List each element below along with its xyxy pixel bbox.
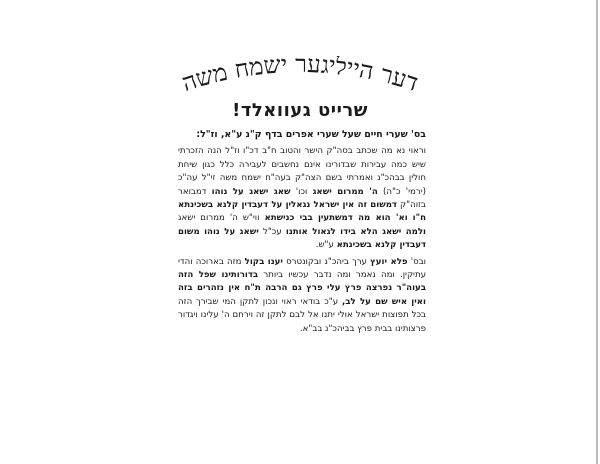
p1-bold-4: וא' הוא מה דמשתעין בבי כנישתא — [264, 213, 408, 224]
p1-bold-6: ישאג על נוהו משום דעבדין קלנא בשכינתא — [178, 226, 426, 251]
p2-bold-2: יענו בקול — [244, 256, 283, 267]
body-text — [178, 128, 426, 339]
p2-bold-1: פלא יועץ — [370, 256, 408, 267]
lead-line: בס' שערי חיים שעל שערי אפרים בדף ק"נ ע"א, וז"ל: — [196, 129, 426, 140]
p1-bold-5: ולמה ישאג הלא בידו לגאול אותנו — [285, 226, 426, 237]
p1-bold-3: דמשום זה אין ישראל נגאלין על דעבדין קלנא בשכינתא ח"ו — [178, 200, 426, 224]
document-subtitle: שרייט געוואלד! — [232, 100, 368, 121]
p1-bold-2: שאג ישאג על נוהו — [211, 186, 291, 197]
p1-text-7: ע"ש. — [315, 240, 334, 251]
p1-text-1: וראוי נא מה שכתב בסה"ק הישר והטוב ח"ב דכ"ו וז"ל הנה הזכרתי שיש כמה עבירות שבדורינו אינם נחשבים לעבירה כלל כגון שיחת חולין בבהכ"נ ואמרתי בשם הצה"ק בעה"ח ישמח משה זי"ל עה"כ (ירמי' כ"ה) — [178, 146, 426, 197]
p2-text-3: מזה בארוכה והדי עתיקין. ומה נאמר ומה נדבר עכשיו ביותר — [178, 256, 426, 281]
p1-text-2: וכו' — [295, 186, 308, 197]
p1-text-6: עכ"ל — [262, 226, 282, 237]
p2-text-1: ובס' — [410, 256, 426, 267]
p1-bold-1: ה' ממרום ישאג — [312, 186, 378, 197]
paragraph-1 — [178, 145, 426, 252]
p2-bold-3: בדורותינו שפל הזה בעוה"ר נפרצה פרץ עלי פרץ גם הרבה ת"ח אין נזהרים בזה ואין איש שם על לב, — [178, 270, 426, 307]
p2-text-2: ערך ביהכ"נ ובקונטרס — [286, 256, 367, 267]
p2-text-4: ע"כ בודאי ראוי ונכון לתקן המי שבירך הזה בכל תפוצות ישראל אולי יתנו אל לבם לתקן זה וירחם ה' עלינו ויגדור פרצותינו בבית פרץ בביהכ"נ בב"א. — [178, 296, 426, 334]
p1-text-5: ווי"ש ה' ממרום ישאג — [178, 213, 260, 224]
svg-text:דער הייליגער ישמח משה — [179, 56, 422, 97]
paragraph-2 — [178, 256, 426, 336]
p1-text-3: דמבואר בזוה"ק — [178, 186, 426, 211]
title-text: דער הייליגער ישמח משה — [178, 56, 422, 97]
